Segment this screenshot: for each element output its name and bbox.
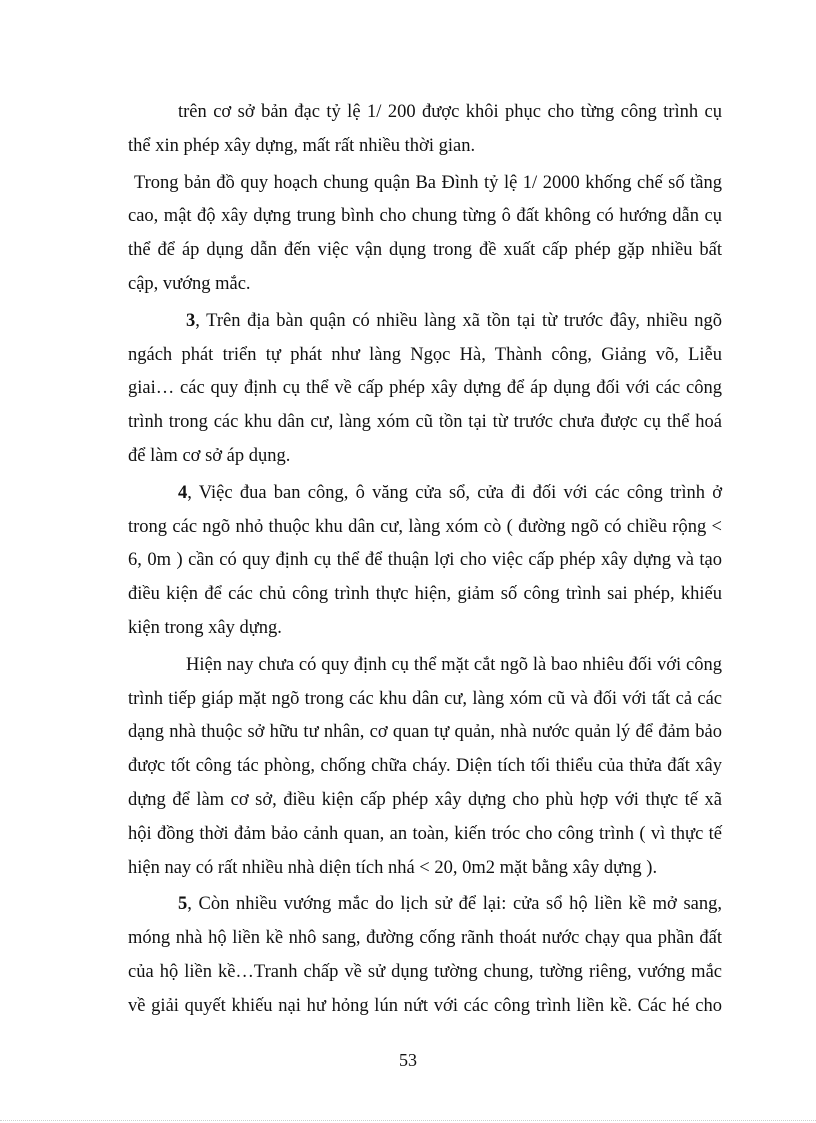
text-line <box>128 683 722 717</box>
line-text: cao, mật độ xây dựng trung bình cho chung từng ô đất không có hướng dẫn cụ <box>128 206 722 227</box>
line-text: được tốt công tác phòng, chống chữa cháy. Diện tích tối thiểu của thửa đất xây <box>128 756 722 777</box>
paragraph <box>128 96 722 164</box>
item-number: 5 <box>178 894 188 915</box>
line-text: Hiện nay chưa có quy định cụ thể mặt cắt ngõ là bao nhiêu đối với công <box>186 654 722 675</box>
text-line <box>128 649 722 683</box>
text-line <box>128 477 722 511</box>
text-line <box>128 96 722 130</box>
body-text <box>128 96 722 1027</box>
paragraph <box>128 649 722 886</box>
paragraph <box>128 167 722 302</box>
line-text: trình tiếp giáp mặt ngõ trong các khu dân cư, làng xóm cũ và đối với tất cả các <box>128 688 722 709</box>
text-line <box>128 234 722 268</box>
line-text: của hộ liền kề…Tranh chấp về sử dụng tường chung, tường riêng, vướng mắc <box>128 961 722 982</box>
line-text: hiện nay có rất nhiều nhà diện tích nhá < 20, 0m2 mặt bằng xây dựng ). <box>128 857 658 878</box>
page-bottom-border <box>0 1120 816 1121</box>
text-line <box>128 305 722 339</box>
paragraph <box>128 305 722 474</box>
line-text: giai… các quy định cụ thể về cấp phép xây dựng để áp dụng đối với các công <box>128 378 722 399</box>
line-text: trình trong các khu dân cư, làng xóm cũ tồn tại từ trước chưa được cụ thể hoá <box>128 412 722 433</box>
text-line <box>128 750 722 784</box>
text-line <box>128 544 722 578</box>
page-number: 53 <box>399 1050 417 1070</box>
line-text: ngách phát triển tự phát như làng Ngọc Hà, Thành công, Giảng võ, Liễu <box>128 344 722 365</box>
line-text: về giải quyết khiếu nại hư hỏng lún nứt với các công trình liền kề. Các hé cho <box>128 995 722 1016</box>
line-text: móng nhà hộ liền kề nhô sang, đường cống rãnh thoát nước chạy qua phần đất <box>128 928 722 949</box>
line-text: , Trên địa bàn quận có nhiều làng xã tồn tại từ trước đây, nhiều ngõ <box>195 310 722 331</box>
text-line <box>128 406 722 440</box>
text-line <box>128 511 722 545</box>
line-text: Trong bản đồ quy hoạch chung quận Ba Đình tỷ lệ 1/ 2000 khống chế số tầng <box>134 172 722 193</box>
paragraph-gap <box>128 1024 722 1027</box>
text-line <box>128 130 722 164</box>
line-text: hội đồng thời đảm bảo cảnh quan, an toàn, kiến tróc cho công trình ( vì thực tế <box>128 823 722 844</box>
line-text: dạng nhà thuộc sở hữu tư nhân, cơ quan tự quản, nhà nước quản lý để đảm bảo <box>128 722 722 743</box>
text-line <box>128 818 722 852</box>
text-line <box>128 716 722 750</box>
line-text: để làm cơ sở áp dụng. <box>128 445 291 466</box>
line-text: điều kiện để các chủ công trình thực hiện, giảm số công trình sai phép, khiếu <box>128 584 722 605</box>
text-line <box>128 578 722 612</box>
line-text: kiện trong xây dựng. <box>128 617 282 638</box>
line-text: , Việc đua ban công, ô văng cửa sổ, cửa đi đối với các công trình ở <box>187 482 722 503</box>
line-text: trên cơ sở bản đạc tỷ lệ 1/ 200 được khôi phục cho từng công trình cụ <box>178 102 722 122</box>
line-text: 6, 0m ) cần có quy định cụ thể để thuận lợi cho việc cấp phép xây dựng và tạo <box>128 550 722 571</box>
item-number: 3 <box>186 310 196 331</box>
line-text: thể xin phép xây dựng, mất rất nhiều thời gian. <box>128 135 476 156</box>
line-text: , Còn nhiều vướng mắc do lịch sử để lại: cửa sổ hộ liền kề mở sang, <box>187 894 722 915</box>
line-text: dựng để làm cơ sở, điều kiện cấp phép xây dựng cho phù hợp với thực tế xã <box>128 789 722 810</box>
text-line <box>128 784 722 818</box>
line-text: thể để áp dụng dẫn đến việc vận dụng trong đề xuất cấp phép gặp nhiều bất <box>128 240 722 261</box>
text-line <box>128 339 722 373</box>
text-line <box>128 612 722 646</box>
text-line <box>128 956 722 990</box>
item-number: 4 <box>178 482 188 503</box>
text-line <box>128 852 722 886</box>
text-line <box>128 440 722 474</box>
text-line <box>128 167 722 201</box>
text-line <box>128 268 722 302</box>
paragraph <box>128 888 722 1023</box>
text-line <box>128 888 722 922</box>
line-text: cập, vướng mắc. <box>128 273 251 294</box>
text-line <box>128 990 722 1024</box>
line-text: trong các ngõ nhỏ thuộc khu dân cư, làng xóm cò ( đường ngõ có chiều rộng < <box>128 516 722 537</box>
text-line <box>128 200 722 234</box>
text-line <box>128 372 722 406</box>
text-line <box>128 922 722 956</box>
paragraph <box>128 477 722 646</box>
